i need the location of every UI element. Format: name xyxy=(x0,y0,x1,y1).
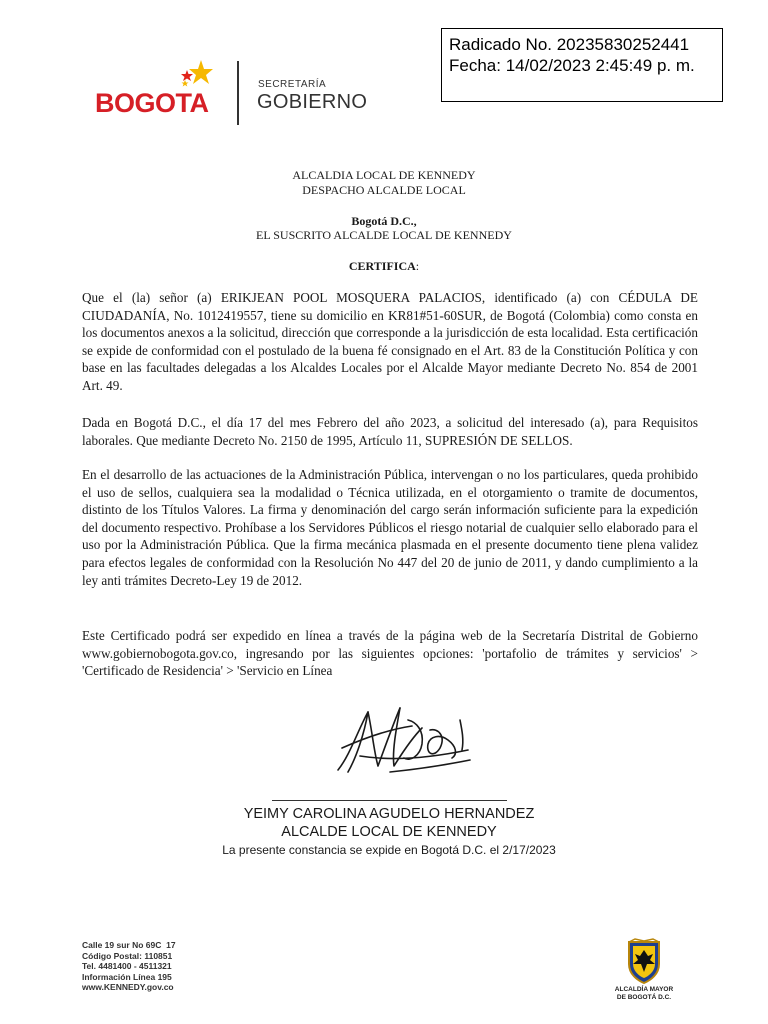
bogota-gobierno-logo xyxy=(95,58,368,128)
header-dispatch: DESPACHO ALCALDE LOCAL xyxy=(302,183,466,197)
paragraph-issuance: Dada en Bogotá D.C., el día 17 del mes Febrero del año 2023, a solicitud del interesado (a), para Requisitos laborales. Que mediante Decreto No. 2150 de 1995, Artículo 11, SUPRESIÓN DE SELLOS. xyxy=(82,415,698,448)
signatory-name: YEIMY CAROLINA AGUDELO HERNANDEZ xyxy=(243,806,535,822)
filing-stamp-box xyxy=(441,28,723,102)
coat-of-arms-icon xyxy=(625,938,663,986)
handwritten-signature xyxy=(330,700,480,790)
logo-divider xyxy=(237,61,239,125)
logo-gobierno: GOBIERNO xyxy=(257,91,368,113)
paragraph-online: Este Certificado podrá ser expedido en línea a través de la página web de la Secretaría Distrital de Gobierno www.gobiernobogota.gov.co, ingresando por las siguientes opciones: 'portafolio de trámites y servicios' > 'Certificado de Residencia' > 'Servicio en Línea xyxy=(82,628,698,679)
paragraph-identification: Que el (la) señor (a) ERIKJEAN POOL MOSQUERA PALACIOS, identificado (a) con CÉDULA DE CIUDADANÍA, No. 1012419557, tiene su domicilio en KR81#51-60SUR, de Bogotá (Colombia) como consta en los documentos anexos a la solicitud, dirección que corresponde a la jurisdicción de esta localidad. Esta certificación se expide de conformidad con el postulado de la buena fé consignado en el Art. 83 de la Constitución Política y con base en las facultades delegadas a los Alcaldes Locales por el Alcalde Mayor mediante Decreto No. 854 de 2001 Art. 49. xyxy=(82,290,698,393)
footer-phone: Tel. 4481400 - 4511321 xyxy=(82,961,172,971)
crest-caption-line2: DE BOGOTÁ D.C. xyxy=(616,994,672,1001)
issuance-note: La presente constancia se expide en Bogotá D.C. el 2/17/2023 xyxy=(222,843,556,857)
certifica-word: CERTIFICA xyxy=(348,259,416,273)
crest-caption xyxy=(604,986,684,1002)
logo-city-name: BOGOTA xyxy=(95,88,209,118)
crest-caption-line1: ALCALDÍA MAYOR xyxy=(614,986,674,993)
footer-website: www.KENNEDY.gov.co xyxy=(82,982,174,992)
signatory-title: ALCALDE LOCAL DE KENNEDY xyxy=(281,824,497,840)
filing-number: Radicado No. 20235830252441 xyxy=(449,35,690,54)
logo-secretaria: SECRETARÍA xyxy=(258,79,327,90)
footer-postal-code: Código Postal: 110851 xyxy=(82,950,173,961)
filing-date: Fecha: 14/02/2023 2:45:49 p. m. xyxy=(449,56,695,75)
footer-contact xyxy=(82,940,176,993)
header-subscriber: EL SUSCRITO ALCALDE LOCAL DE KENNEDY xyxy=(256,228,512,242)
footer-address: Calle 19 sur No 69C 17 xyxy=(82,940,176,950)
header-city: Bogotá D.C., xyxy=(351,214,417,228)
footer-info-line: Información Línea 195 xyxy=(82,971,172,982)
certifica-colon: : xyxy=(415,259,420,273)
paragraph-seals: En el desarrollo de las actuaciones de la Administración Pública, intervengan o no los particulares, queda prohibido el uso de sellos, cualquiera sea la modalidad o Técnica utilizada, en el otorgamiento o tramite de documentos, distinto de los Títulos Valores. La firma y denominación del cargo serán información suficiente para la expedición del documento respectivo. Prohíbase a los Servidores Públicos el riesgo notarial de cualquier sello elaborado para el uso por la Administración Pública. Que la firma mecánica plasmada en el presente documento tiene plena validez para efectos legales de conformidad con la Resolución No 447 del 20 de junio de 2011, y dando cumplimiento a la ley anti trámites Decreto-Ley 19 de 2012. xyxy=(82,467,698,588)
certifica-heading xyxy=(0,260,768,273)
header-office: ALCALDIA LOCAL DE KENNEDY xyxy=(292,168,476,182)
signature-line xyxy=(272,800,507,801)
